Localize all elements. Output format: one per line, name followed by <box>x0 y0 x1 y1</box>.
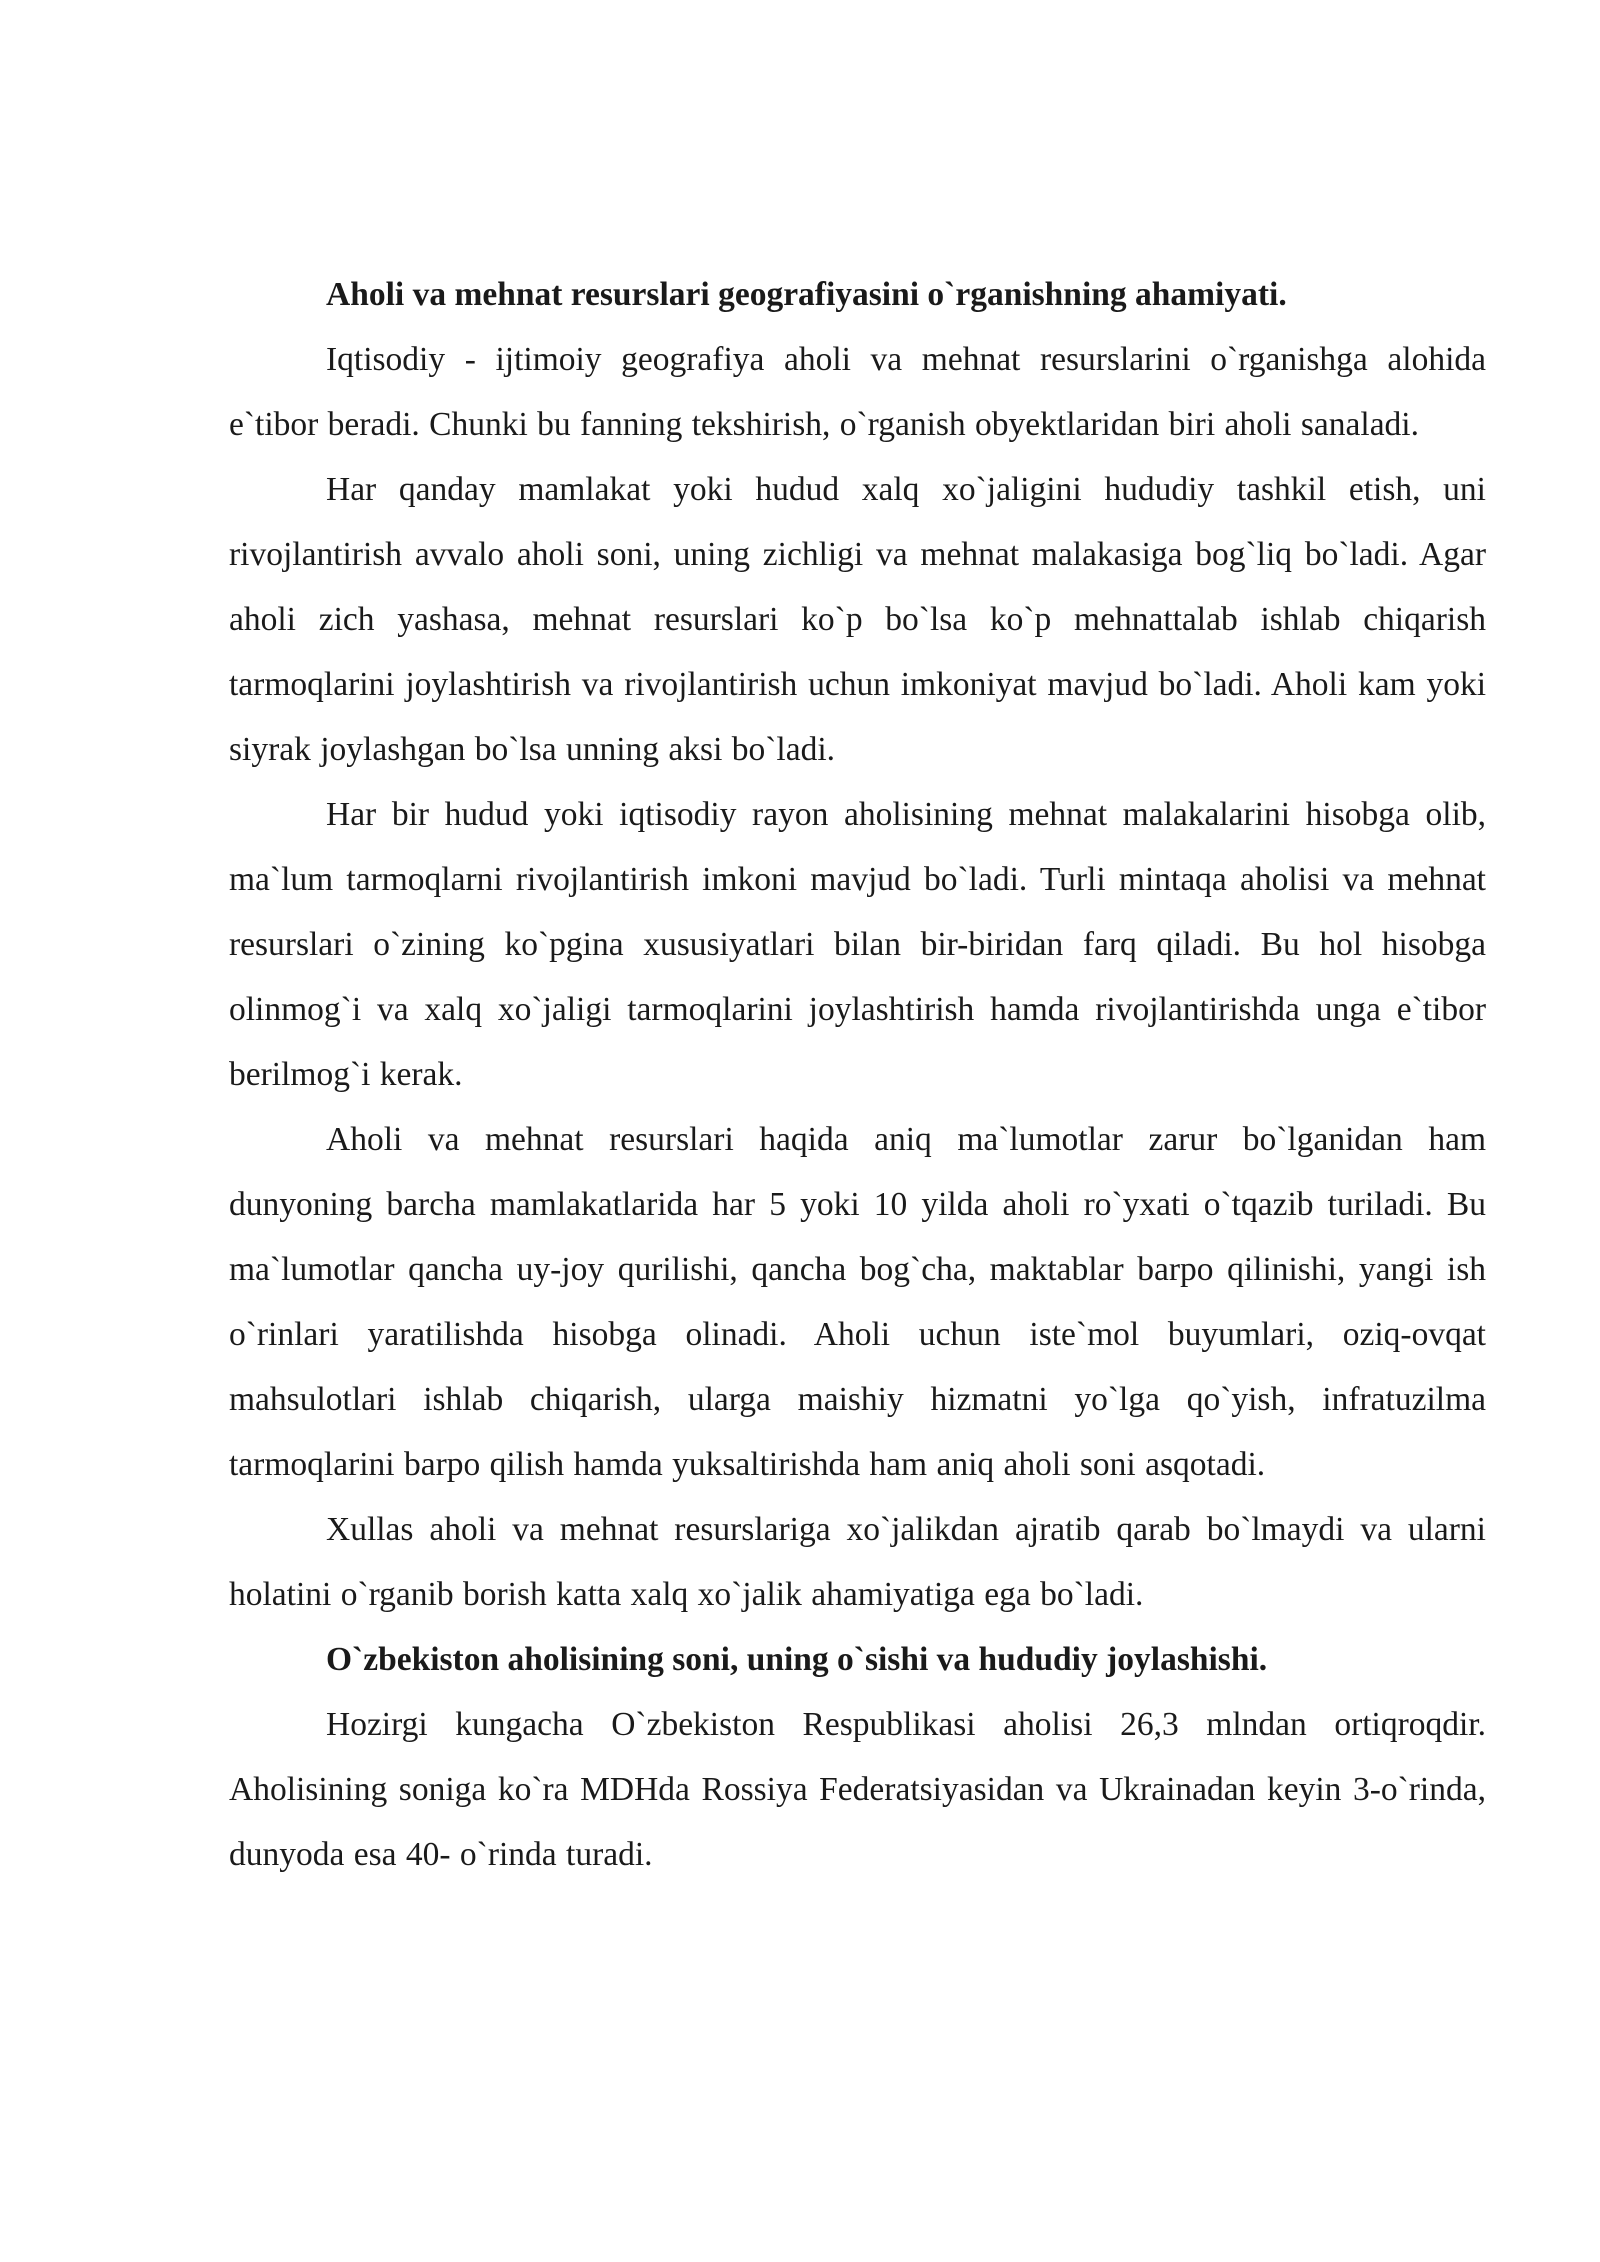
section-heading-importance: Aholi va mehnat resurslari geografiyasini o`rganishning ahamiyati. <box>326 276 1287 313</box>
paragraph: Har bir hudud yoki iqtisodiy rayon aholisining mehnat malakalarini hisobga olib, ma`lum tarmoqlarni rivojlantirish imkoni mavjud bo`ladi. Turli mintaqa aholisi va mehnat resurslari o`zining ko`pgina xususiyatlari bilan bir-biridan farq qiladi. Bu hol hisobga olinmog`i va xalq xo`jaligi tarmoqlarini joylashtirish hamda rivojlantirishda unga e`tibor berilmog`i kerak. <box>229 796 1486 1093</box>
paragraph: Xullas aholi va mehnat resurslariga xo`jalikdan ajratib qarab bo`lmaydi va ularni holatini o`rganib borish katta xalq xo`jalik ahamiyatiga ega bo`ladi. <box>229 1511 1486 1613</box>
document-page <box>229 262 1486 1887</box>
paragraph: Har qanday mamlakat yoki hudud xalq xo`jaligini hududiy tashkil etish, uni rivojlantirish avvalo aholi soni, uning zichligi va mehnat malakasiga bog`liq bo`ladi. Agar aholi zich yashasa, mehnat resurslari ko`p bo`lsa ko`p mehnattalab ishlab chiqarish tarmoqlarini joylashtirish va rivojlantirish uchun imkoniyat mavjud bo`ladi. Aholi kam yoki siyrak joylashgan bo`lsa unning aksi bo`ladi. <box>229 471 1486 768</box>
section-heading-uzbekistan-population: O`zbekiston aholisining soni, uning o`sishi va hududiy joylashishi. <box>326 1641 1268 1678</box>
paragraph: Aholi va mehnat resurslari haqida aniq ma`lumotlar zarur bo`lganidan ham dunyoning barcha mamlakatlarida har 5 yoki 10 yilda aholi ro`yxati o`tqazib turiladi. Bu ma`lumotlar qancha uy-joy qurilishi, qancha bog`cha, maktablar barpo qilinishi, yangi ish o`rinlari yaratilishda hisobga olinadi. Aholi uchun iste`mol buyumlari, oziq-ovqat mahsulotlari ishlab chiqarish, ularga maishiy hizmatni yo`lga qo`yish, infratuzilma tarmoqlarini barpo qilish hamda yuksaltirishda ham aniq aholi soni asqotadi. <box>229 1121 1486 1483</box>
paragraph: Iqtisodiy - ijtimoiy geografiya aholi va mehnat resurslarini o`rganishga alohida e`tibor beradi. Chunki bu fanning tekshirish, o`rganish obyektlaridan biri aholi sanaladi. <box>229 341 1486 443</box>
paragraph: Hozirgi kungacha O`zbekiston Respublikasi aholisi 26,3 mlndan ortiqroqdir. Aholisining soniga ko`ra MDHda Rossiya Federatsiyasidan va Ukrainadan keyin 3-o`rinda, dunyoda esa 40- o`rinda turadi. <box>229 1706 1486 1873</box>
